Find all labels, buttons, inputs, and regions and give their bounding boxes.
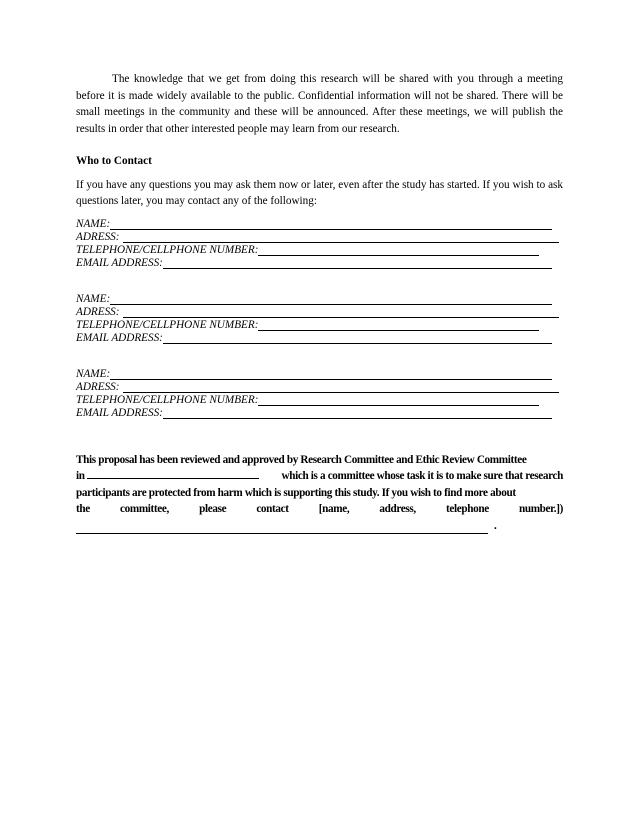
approval-line-1: This proposal has been reviewed and approved by Research Committee and Ethic Review Committee	[76, 453, 527, 466]
phone-blank[interactable]	[258, 320, 539, 331]
contact-block-2	[76, 293, 563, 345]
name-field	[76, 368, 563, 381]
address-blank[interactable]	[123, 307, 559, 318]
phone-blank[interactable]	[258, 245, 539, 256]
email-field	[76, 332, 563, 345]
approval-line-3: participants are protected from harm which is supporting this study. If you wish to find more about	[76, 486, 516, 499]
approval-in-label: in	[76, 470, 85, 482]
approval-word: number.])	[518, 503, 563, 515]
name-label: NAME:	[76, 292, 111, 305]
approval-word: contact	[256, 503, 289, 515]
name-blank[interactable]	[110, 369, 552, 380]
approval-word: the	[76, 503, 90, 515]
name-field	[76, 293, 563, 306]
phone-label: TELEPHONE/CELLPHONE NUMBER:	[76, 318, 259, 331]
committee-name-blank[interactable]	[87, 468, 259, 479]
name-label: NAME:	[76, 217, 111, 230]
approval-word: telephone	[446, 503, 489, 515]
name-blank[interactable]	[110, 294, 552, 305]
document-page	[76, 71, 563, 534]
email-field	[76, 407, 563, 420]
approval-word: committee,	[119, 503, 169, 515]
name-label: NAME:	[76, 367, 111, 380]
approval-word: address,	[379, 503, 416, 515]
phone-blank[interactable]	[258, 395, 539, 406]
address-label: ADRESS:	[76, 305, 120, 318]
approval-line-2	[76, 468, 563, 485]
phone-field	[76, 394, 563, 407]
email-label: EMAIL ADDRESS:	[76, 331, 163, 344]
approval-paragraph	[76, 452, 563, 535]
email-label: EMAIL ADDRESS:	[76, 256, 163, 269]
contact-instructions: If you have any questions you may ask them now or later, even after the study has started. If you wish to ask questions later, you may contact any of the following:	[76, 178, 563, 207]
address-label: ADRESS:	[76, 230, 120, 243]
approval-word: please	[199, 503, 227, 515]
email-label: EMAIL ADDRESS:	[76, 406, 163, 419]
name-blank[interactable]	[110, 219, 552, 230]
email-blank[interactable]	[163, 258, 552, 269]
phone-label: TELEPHONE/CELLPHONE NUMBER:	[76, 393, 259, 406]
who-to-contact-heading: Who to Contact	[76, 155, 152, 167]
address-field	[76, 381, 563, 394]
contact-block-3	[76, 368, 563, 420]
phone-field	[76, 319, 563, 332]
approval-line-5	[76, 518, 563, 535]
contact-block-1	[76, 218, 563, 270]
approval-line-2-text: which is a committee whose task it is to make sure that research	[281, 470, 563, 482]
address-label: ADRESS:	[76, 380, 120, 393]
intro-paragraph: The knowledge that we get from doing this research will be shared with you through a meeting before it is made widely available to the public. Confidential information will not be shared. There will be small meetings in the community and these will be announced. After these meetings, we will publish the results in order that other interested people may learn from our research.	[76, 73, 563, 135]
phone-field	[76, 244, 563, 257]
address-blank[interactable]	[123, 232, 559, 243]
address-blank[interactable]	[123, 382, 559, 393]
email-blank[interactable]	[163, 333, 552, 344]
address-field	[76, 231, 563, 244]
email-blank[interactable]	[163, 408, 552, 419]
approval-line-4	[76, 501, 563, 518]
email-field	[76, 257, 563, 270]
approval-word: [name,	[318, 503, 350, 515]
address-field	[76, 306, 563, 319]
phone-label: TELEPHONE/CELLPHONE NUMBER:	[76, 243, 259, 256]
contact-details-blank[interactable]	[76, 523, 488, 534]
name-field	[76, 218, 563, 231]
approval-end-mark: .	[494, 519, 497, 532]
